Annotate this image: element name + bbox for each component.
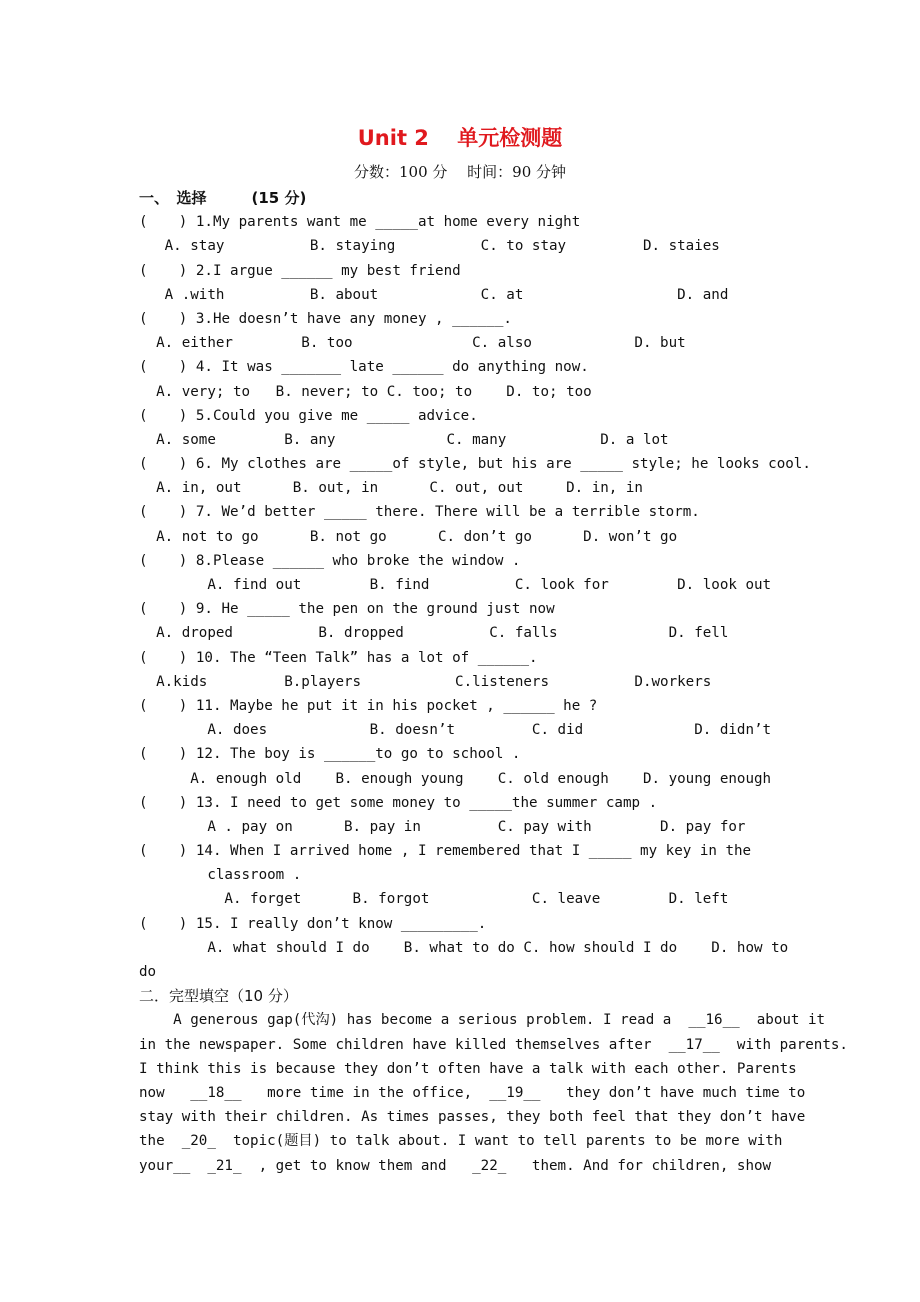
document-title: Unit 2 单元检测题 (357, 126, 563, 150)
question-stem: ( ) 15. I really don’t know _________. (139, 915, 487, 932)
question-options: A. find out B. find C. look for D. look out (139, 577, 772, 593)
passage-line: the _20_ topic(题目) to talk about. I want to tell parents to be more with (139, 1133, 783, 1150)
question-stem-continuation: classroom . (139, 867, 302, 884)
passage-line: now __18__ more time in the office, __19__ they don’t have much time to (139, 1084, 806, 1101)
question-stem: ( ) 9. He _____ the pen on the ground just now (139, 601, 555, 618)
question-stem: ( ) 13. I need to get some money to _____the summer camp . (139, 794, 658, 811)
passage-line: I think this is because they don’t often have a talk with each other. Parents (139, 1060, 797, 1077)
question-options: A. does B. doesn’t C. did D. didn’t (139, 722, 772, 739)
question-stem: ( ) 6. My clothes are _____of style, but his are _____ style; he looks cool. (139, 456, 811, 473)
question-options: A. stay B. staying C. to stay D. staies (139, 238, 720, 255)
question-options: A. what should I do B. what to do C. how should I do D. how to (139, 939, 789, 956)
cloze-passage (139, 1008, 848, 1177)
question-stem: ( ) 5.Could you give me _____ advice. (139, 407, 478, 424)
question-list (139, 210, 809, 984)
passage-line: A generous gap(代沟) has become a serious problem. I read a __16__ about it (139, 1012, 826, 1029)
question-options: A. not to go B. not go C. don’t go D. won’t go (139, 528, 678, 545)
question-options: A. droped B. dropped C. falls D. fell (139, 625, 729, 642)
question-stem: ( ) 8.Please ______ who broke the window . (139, 552, 521, 569)
question-stem: ( ) 10. The “Teen Talk” has a lot of ______. (139, 649, 538, 666)
passage-line: your__ _21_ , get to know them and _22_ them. And for children, show (139, 1157, 772, 1174)
question-stem: ( ) 14. When I arrived home , I remembered that I _____ my key in the (139, 843, 752, 860)
score-time-line: 分数：100 分 时间：90 分钟 (353, 163, 567, 181)
question-options: A. very; to B. never; to C. too; to D. to; too (139, 383, 592, 400)
passage-line: stay with their children. As times passes, they both feel that they don’t have (139, 1109, 806, 1126)
section-1-heading: 一、 选择 (15 分) (139, 189, 307, 207)
question-options-continuation: do (139, 964, 157, 980)
question-options: A . pay on B. pay in C. pay with D. pay for (139, 818, 746, 835)
passage-line: in the newspaper. Some children have killed themselves after __17__ with parents. (139, 1036, 848, 1053)
question-options: A. in, out B. out, in C. out, out D. in, in (139, 480, 643, 497)
section-2-heading: 二．完型填空（10 分） (139, 987, 298, 1006)
question-stem: ( ) 12. The boy is ______to go to school . (139, 746, 521, 763)
question-stem: ( ) 7. We’d better _____ there. There will be a terrible storm. (139, 504, 700, 521)
question-stem: ( ) 1.My parents want me _____at home every night (139, 214, 581, 231)
question-options: A.kids B.players C.listeners D.workers (139, 673, 712, 690)
question-options: A. either B. too C. also D. but (139, 335, 686, 352)
question-stem: ( ) 2.I argue ______ my best friend (139, 262, 461, 279)
question-stem: ( ) 11. Maybe he put it in his pocket , ______ he ? (139, 697, 598, 714)
question-options: A. forget B. forgot C. leave D. left (139, 891, 729, 908)
question-options: A. enough old B. enough young C. old enough D. young enough (139, 770, 772, 787)
question-options: A. some B. any C. many D. a lot (139, 431, 669, 448)
exam-content (139, 186, 848, 1178)
question-stem: ( ) 3.He doesn’t have any money , ______. (139, 310, 512, 327)
question-stem: ( ) 4. It was _______ late ______ do anything now. (139, 359, 589, 376)
question-options: A .with B. about C. at D. and (139, 286, 729, 303)
